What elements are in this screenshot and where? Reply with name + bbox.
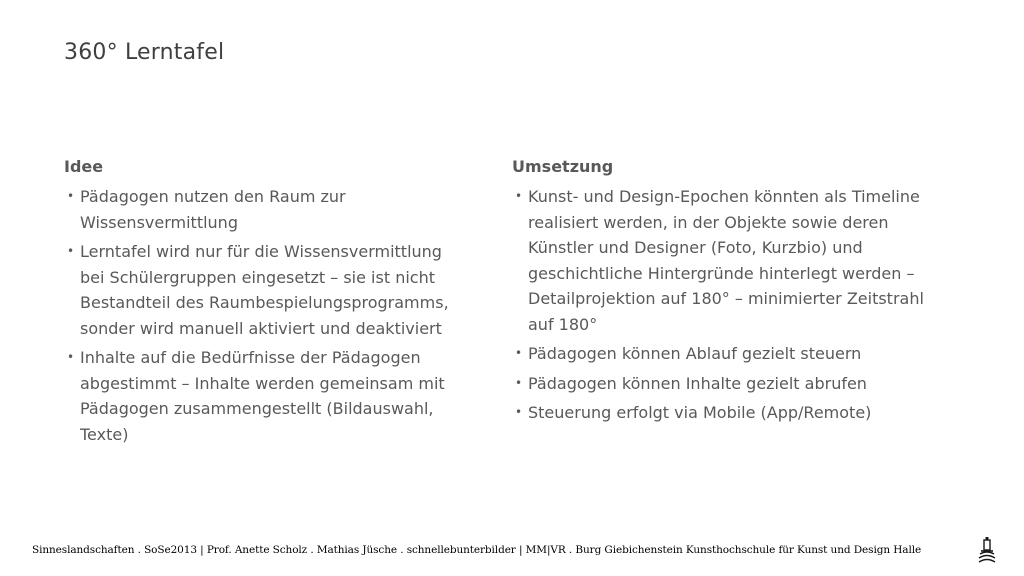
bullet-icon: • bbox=[515, 346, 523, 360]
bullet-icon: • bbox=[67, 244, 75, 258]
idea-bullet-list bbox=[64, 184, 464, 447]
bullet-icon: • bbox=[515, 405, 523, 419]
bullet-icon: • bbox=[67, 350, 75, 364]
list-item bbox=[64, 184, 464, 235]
bullet-text: Lerntafel wird nur für die Wissensvermittlung bei Schülergruppen eingesetzt – sie ist nicht Bestandteil des Raumbespielungsprogramms, sonder wird manuell aktiviert und deaktiviert bbox=[80, 242, 449, 338]
idea-heading: Idee bbox=[64, 157, 104, 176]
bullet-text: Kunst- und Design-Epochen könnten als Timeline realisiert werden, in der Objekte sowie deren Künstler und Designer (Foto, Kurzbio) und geschichtliche Hintergründe hinterlegt werden – Detailprojektion auf 180° – minimierter Zeitstrahl auf 180° bbox=[528, 187, 924, 334]
bullet-text: Pädagogen können Ablauf gezielt steuern bbox=[528, 344, 862, 363]
bullet-text: Pädagogen nutzen den Raum zur Wissensvermittlung bbox=[80, 187, 346, 232]
bullet-icon: • bbox=[515, 375, 523, 390]
list-item bbox=[512, 184, 960, 337]
list-item bbox=[512, 371, 960, 397]
implementation-bullet-list bbox=[512, 184, 960, 426]
list-item bbox=[512, 341, 960, 367]
slide-footer: Sinneslandschaften . SoSe2013 | Prof. Anette Scholz . Mathias Jüsche . schnellebunterbilder | MM|VR . Burg Giebichenstein Kunsthochschule für Kunst und Design Halle bbox=[32, 544, 922, 556]
idea-column bbox=[64, 156, 464, 451]
burg-tower-logo-icon bbox=[976, 536, 998, 566]
bullet-icon: • bbox=[515, 189, 523, 203]
implementation-heading: Umsetzung bbox=[512, 157, 614, 176]
implementation-column bbox=[512, 156, 960, 430]
list-item bbox=[512, 400, 960, 426]
bullet-icon: • bbox=[67, 189, 75, 203]
bullet-text: Steuerung erfolgt via Mobile (App/Remote) bbox=[528, 403, 872, 422]
list-item bbox=[64, 345, 464, 447]
bullet-text: Pädagogen können Inhalte gezielt abrufen bbox=[528, 373, 867, 393]
bullet-text: Inhalte auf die Bedürfnisse der Pädagogen abgestimmt – Inhalte werden gemeinsam mit Pädagogen zusammengestellt (Bildauswahl, Texte) bbox=[80, 348, 445, 444]
list-item bbox=[64, 239, 464, 341]
slide-title: 360° Lerntafel bbox=[64, 40, 225, 65]
